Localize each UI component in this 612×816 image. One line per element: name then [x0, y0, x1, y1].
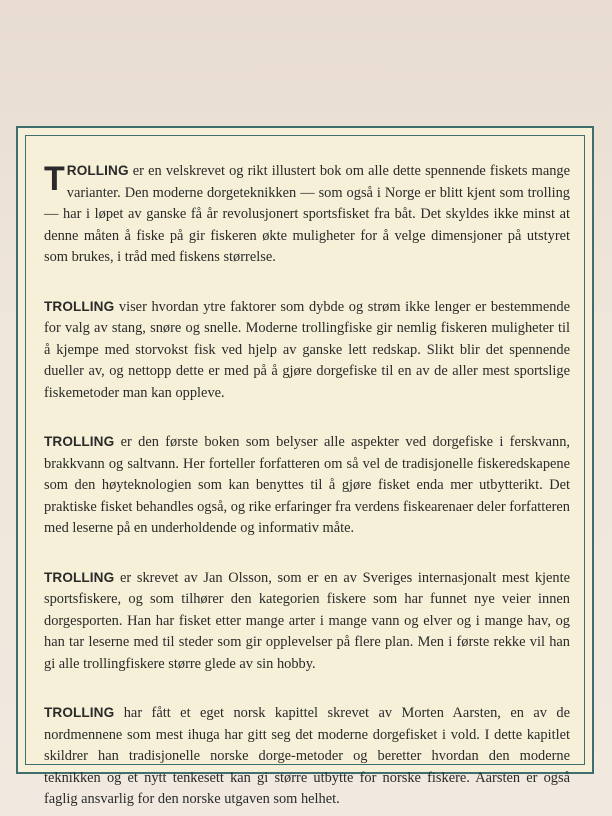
paragraph-lead: TROLLING [44, 705, 115, 720]
paragraph-text: er skrevet av Jan Olsson, som er en av Sveriges internasjonalt mest kjente sportsfiskere, og som tilhører den kategorien fiskere som har funnet nye veier innen dorgesporten. Han har fisket etter mange arter i mange vann og elver og i mange hav, og han tar leserne med til steder som gir opplevelser på flere plan. Men i første rekke vil han gi alle trollingfiskere større glede av sin hobby. [44, 569, 570, 672]
paragraph-4 [44, 567, 570, 676]
paragraph-text: viser hvordan ytre faktorer som dybde og strøm ikke lenger er bestemmende for valg av stang, snøre og snelle. Moderne trollingfiske gir nemlig fiskeren muligheter til å kjempe med storvokst fisk ved hjelp av ganske lett redskap. Slikt blir det spennende dueller av, og nettopp dette er med på å gjøre dorgefiske til en av de aller mest sportslige fiskemetoder man kan oppleve. [44, 298, 570, 401]
paragraph-text: er den første boken som belyser alle aspekter ved dorgefiske i ferskvann, brakkvann og saltvann. Her forteller forfatteren om så vel de tradisjonelle fiskeredskapene som den høyteknologien som kan benyttes til å gjøre fisket enda mer utbytterikt. Det praktiske fisket behandles også, og rike erfaringer fra verdens fiskearenaer deler forfatteren med leserne på en underholdende og informativ måte. [44, 434, 570, 536]
paragraph-3 [44, 431, 570, 540]
paragraph-5 [44, 702, 570, 811]
paragraph-text: har fått et eget norsk kapittel skrevet av Morten Aarsten, en av de nordmennene som mest ihuga har gitt seg det moderne dorgefisket i vold. I dette kapitlet skildrer han tradisjonelle norske dorge-metoder og beretter hvordan den moderne teknikken og et nytt tenkesett kan gi større utbytte for norske fiskere. Aarsten er også faglig ansvarlig for den norske utgaven som helhet. [44, 705, 570, 807]
paragraph-lead: TROLLING [44, 434, 115, 449]
paragraph-2 [44, 296, 570, 405]
drop-cap: T [44, 160, 65, 198]
text-panel [16, 126, 594, 807]
paragraph-lead: TROLLING [44, 298, 115, 314]
paragraph-text: er en velskrevet og rikt illustert bok om alle dette spennende fiskets mange varianter. Den moderne dorgeteknikken — som også i Norge er blitt kjent som trolling — har i løpet av ganske få år revolusjonert sportsfisket fra båt. Det skyldes ikke minst at denne måten å fiske på gir fiskeren økte muligheter for å velge dimensjoner på utstyret som brukes, i tråd med fiskens størrelse. [44, 163, 570, 265]
paragraph-lead: TROLLING [44, 569, 115, 585]
text-panel-inner [25, 135, 585, 807]
paragraph-lead: ROLLING [66, 163, 129, 178]
paragraph-1 [44, 160, 570, 269]
